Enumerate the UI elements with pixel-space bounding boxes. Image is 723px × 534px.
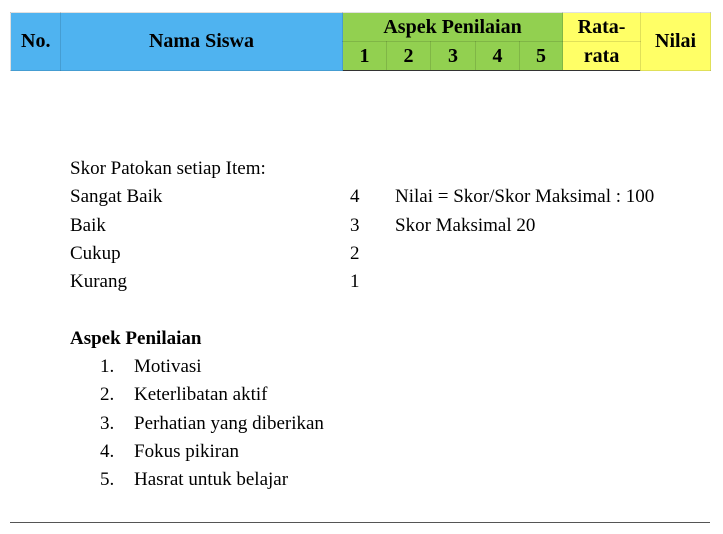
- list-text: Hasrat untuk belajar: [134, 469, 289, 491]
- list-text: Fokus pikiran: [134, 440, 240, 462]
- list-item: [70, 466, 334, 494]
- skor-row-baik: [70, 212, 536, 240]
- skor-maksimal: Skor Maksimal 20: [395, 214, 536, 236]
- skor-value: 4: [350, 186, 360, 208]
- skor-label: Kurang: [70, 271, 127, 293]
- skor-label: Baik: [70, 214, 106, 236]
- aspek-title: [70, 325, 334, 353]
- skor-row-kurang: [70, 268, 360, 296]
- header-rata-rata-bottom: rata: [563, 42, 641, 71]
- list-item: [70, 381, 334, 409]
- header-rata-rata-top: Rata-: [563, 13, 641, 42]
- header-aspek-2: 2: [387, 42, 431, 71]
- aspek-list: [70, 353, 334, 494]
- header-aspek-penilaian: Aspek Penilaian: [343, 13, 563, 42]
- skor-value: 1: [350, 271, 360, 293]
- skor-row-sangat-baik: [70, 183, 655, 211]
- list-item: [70, 410, 334, 438]
- skor-title: [70, 155, 334, 183]
- skor-title-text: Skor Patokan setiap Item:: [70, 158, 266, 179]
- header-no: No.: [11, 13, 61, 71]
- header-nama-siswa: Nama Siswa: [61, 13, 343, 71]
- list-number: 1.: [100, 356, 115, 378]
- skor-row-cukup: [70, 240, 360, 268]
- skor-value: 2: [350, 242, 360, 264]
- header-aspek-4: 4: [476, 42, 520, 71]
- nilai-formula: Nilai = Skor/Skor Maksimal : 100: [395, 186, 655, 208]
- list-text: Keterlibatan aktif: [134, 384, 268, 406]
- list-number: 4.: [100, 440, 115, 462]
- list-text: Perhatian yang diberikan: [134, 412, 324, 434]
- scoring-section: [70, 155, 655, 495]
- list-item: [70, 438, 334, 466]
- list-item: [70, 353, 334, 381]
- header-aspek-5: 5: [520, 42, 563, 71]
- skor-value: 3: [350, 214, 360, 236]
- list-text: Motivasi: [134, 356, 202, 378]
- assessment-header-table: [10, 12, 711, 71]
- header-nilai: Nilai: [641, 13, 711, 71]
- list-number: 5.: [100, 469, 115, 491]
- bottom-divider: [10, 522, 710, 523]
- list-number: 2.: [100, 384, 115, 406]
- aspek-title-text: Aspek Penilaian: [70, 327, 202, 349]
- header-aspek-3: 3: [431, 42, 476, 71]
- skor-label: Sangat Baik: [70, 186, 163, 208]
- list-number: 3.: [100, 412, 115, 434]
- skor-label: Cukup: [70, 242, 121, 264]
- header-aspek-1: 1: [343, 42, 387, 71]
